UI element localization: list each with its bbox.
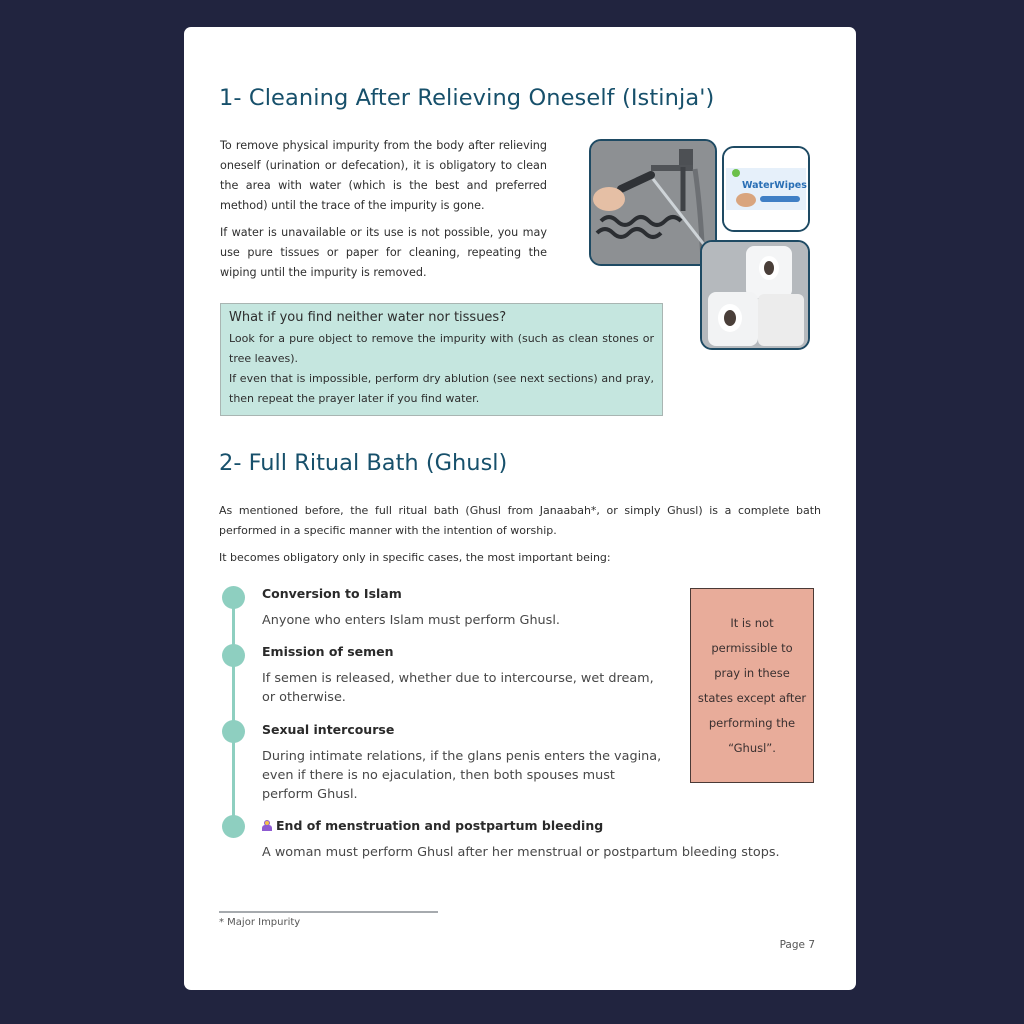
timeline-dot	[222, 586, 245, 609]
timeline-dot	[222, 815, 245, 838]
page-number: Page 7	[779, 939, 815, 951]
water-wipes-image	[722, 146, 810, 232]
footnote-divider	[219, 911, 438, 913]
case-title	[262, 818, 603, 833]
case-title: Sexual intercourse	[262, 722, 395, 737]
case-title: Conversion to Islam	[262, 586, 402, 601]
timeline-dot	[222, 644, 245, 667]
callout-line-2: If even that is impossible, perform dry ablution (see next sections) and pray, then repeat the prayer later if you find water.	[229, 372, 654, 405]
section-1-paragraph-1: To remove physical impurity from the body after relieving oneself (urination or defecation), it is obligatory to clean the area with water (which is the best and preferred method) until the trace of the impurity is gone.	[220, 139, 547, 212]
timeline-dot	[222, 720, 245, 743]
case-title-text: End of menstruation and postpartum bleeding	[276, 818, 604, 833]
prayer-note-text: It is not permissible to pray in these states except after performing the “Ghusl”.	[697, 615, 807, 755]
section-2-heading: 2- Full Ritual Bath (Ghusl)	[219, 450, 508, 476]
svg-text:WaterWipes: WaterWipes	[742, 180, 807, 191]
case-title: Emission of semen	[262, 644, 394, 659]
case-text: Anyone who enters Islam must perform Ghusl.	[262, 613, 560, 628]
section-2-paragraph-1: As mentioned before, the full ritual bath (Ghusl from Janaabah*, or simply Ghusl) is a complete bath performed in a specific manner with the intention of worship.	[219, 504, 821, 537]
footnote: * Major Impurity	[219, 917, 301, 928]
section-2-paragraph-2: It becomes obligatory only in specific cases, the most important being:	[219, 551, 611, 564]
section-1-heading: 1- Cleaning After Relieving Oneself (Istinja')	[219, 85, 715, 111]
woman-emoji-icon	[262, 820, 272, 831]
bidet-sprayer-image	[589, 139, 717, 266]
toilet-paper-rolls-image	[700, 240, 810, 350]
callout-title: What if you find neither water nor tissues?	[229, 310, 507, 325]
case-text: During intimate relations, if the glans penis enters the vagina, even if there is no ejaculation, then both spouses must perform Ghusl.	[262, 749, 662, 802]
section-1-paragraph-2: If water is unavailable or its use is not possible, you may use pure tissues or paper for cleaning, repeating the wiping until the impurity is removed.	[220, 226, 547, 279]
case-text: If semen is released, whether due to intercourse, wet dream, or otherwise.	[262, 671, 654, 705]
document-page	[184, 27, 856, 990]
case-text: A woman must perform Ghusl after her menstrual or postpartum bleeding stops.	[262, 845, 780, 860]
timeline-line	[232, 599, 235, 827]
callout-line-1: Look for a pure object to remove the impurity with (such as clean stones or tree leaves).	[229, 332, 654, 365]
no-water-callout	[220, 303, 663, 416]
prayer-note-box	[690, 588, 814, 783]
